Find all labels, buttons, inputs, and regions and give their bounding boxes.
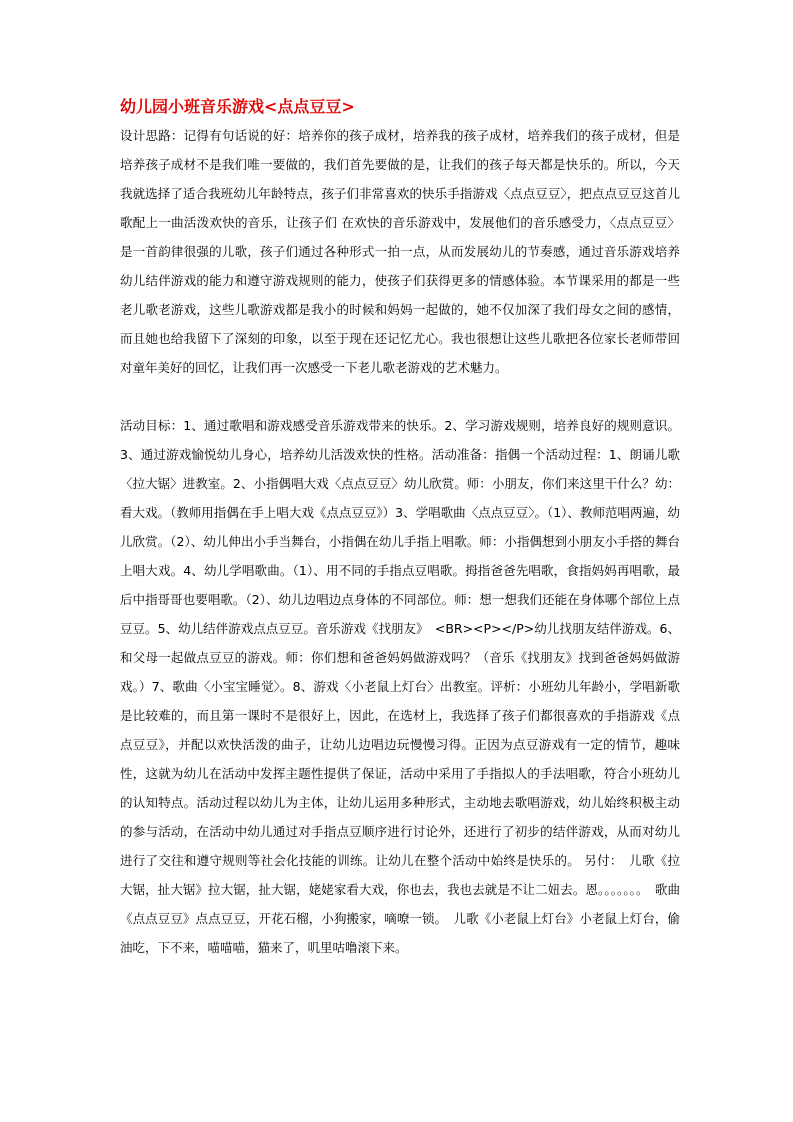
activity-paragraph: 活动目标：1、通过歌唱和游戏感受音乐游戏带来的快乐。2、学习游戏规则，培养良好的规则意识。3、通过游戏愉悦幼儿身心，培养幼儿活泼欢快的性格。活动准备：指偶一个活动过程：1、朗诵儿歌〈拉大锯〉进教室。2、小指偶唱大戏〈点点豆豆〉幼儿欣赏。师：小朋友，你们来这里干什么？幼：看大戏。（教师用指偶在手上唱大戏《点点豆豆》）3、学唱歌曲〈点点豆豆〉。（1）、教师范唱两遍，幼儿欣赏。（2）、幼儿伸出小手当舞台，小指偶在幼儿手指上唱歌。师：小指偶想到小朋友小手搭的舞台上唱大戏。4、幼儿学唱歌曲。（1）、用不同的手指点豆唱歌。拇指爸爸先唱歌，食指妈妈再唱歌，最后中指哥哥也要唱歌。（2）、幼儿边唱边点身体的不同部位。师：想一想我们还能在身体哪个部位上点豆豆。5、幼儿结伴游戏点点豆豆。音乐游戏《找朋友》 <BR><P></P>幼儿找朋友结伴游戏。6、和父母一起做点豆豆的游戏。师：你们想和爸爸妈妈做游戏吗？（音乐《找朋友》找到爸爸妈妈做游戏。）7、歌曲〈小宝宝睡觉〉。8、游戏〈小老鼠上灯台〉出教室。评析：小班幼儿年龄小，学唱新歌是比较难的，而且第一课时不是很好上，因此，在选材上，我选择了孩子们都很喜欢的手指游戏《点点豆豆》，并配以欢快活泼的曲子，让幼儿边唱边玩慢慢习得。正因为点豆游戏有一定的情节，趣味性，这就为幼儿在活动中发挥主题性提供了保证，活动中采用了手指拟人的手法唱歌，符合小班幼儿的认知特点。活动过程以幼儿为主体，让幼儿运用多种形式，主动地去歌唱游戏，幼儿始终积极主动的参与活动，在活动中幼儿通过对手指点豆顺序进行讨论外，还进行了初步的结伴游戏，从而对幼儿进行了交往和遵守规则等社会化技能的训练。让幼儿在整个活动中始终是快乐的。 另付： 儿歌《拉大锯，扯大锯》拉大锯，扯大锯，姥姥家看大戏，你也去，我也去就是不让二妞去。恩。。。。。。。 歌曲《点点豆豆》点点豆豆，开花石榴，小狗搬家，嘀嘹一锁。 儿歌《小老鼠上灯台》小老鼠上灯台，偷油吃，下不来，喵喵喵，猫来了，叽里咕噜滚下来。 xyxy=(120,418,680,955)
document-page xyxy=(120,96,680,962)
paragraph-spacer xyxy=(120,382,680,411)
document-title: 幼儿园小班音乐游戏<点点豆豆> xyxy=(120,97,355,116)
design-ideas-paragraph: 设计思路：记得有句话说的好：培养你的孩子成材，培养我的孩子成材，培养我们的孩子成材，但是培养孩子成材不是我们唯一要做的，我们首先要做的是，让我们的孩子每天都是快乐的。所以，今天我就选择了适合我班幼儿年龄特点，孩子们非常喜欢的快乐手指游戏〈点点豆豆〉，把点点豆豆这首儿歌配上一曲活泼欢快的音乐，让孩子们 在欢快的音乐游戏中，发展他们的音乐感受力，〈点点豆豆〉是一首韵律很强的儿歌，孩子们通过各种形式一拍一点，从而发展幼儿的节奏感，通过音乐游戏培养幼儿结伴游戏的能力和遵守游戏规则的能力，使孩子们获得更多的情感体验。本节课采用的都是一些老儿歌老游戏，这些儿歌游戏都是我小的时候和妈妈一起做的，她不仅加深了我们母女之间的感情，而且她也给我留下了深刻的印象，以至于现在还记忆尤心。我也很想让这些儿歌把各位家长老师带回对童年美好的回忆，让我们再一次感受一下老儿歌老游戏的艺术魅力。 xyxy=(120,128,680,375)
